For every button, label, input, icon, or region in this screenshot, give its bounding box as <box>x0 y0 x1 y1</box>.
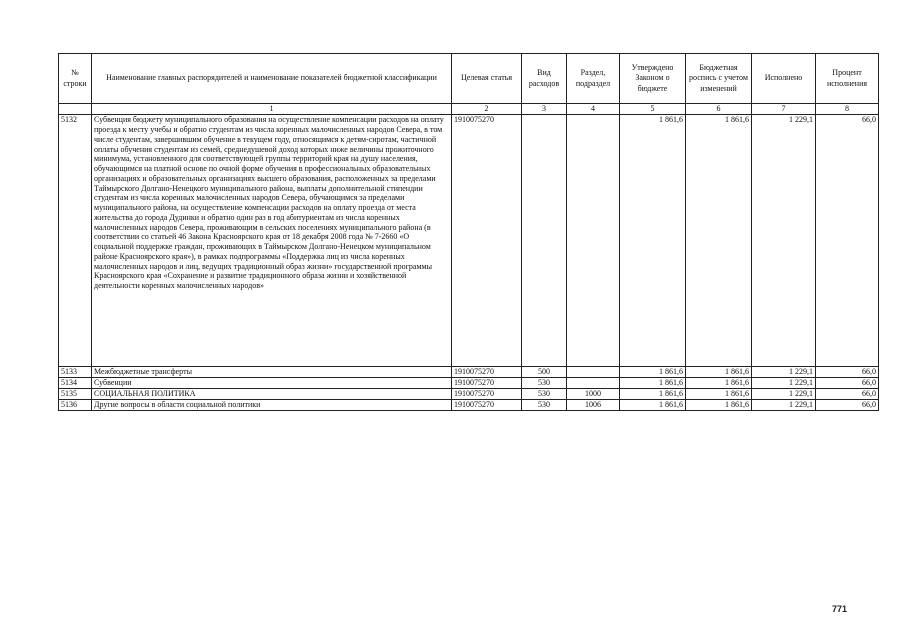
row-approved: 1 861,6 <box>620 378 686 389</box>
column-number <box>59 104 92 115</box>
row-schedule: 1 861,6 <box>686 389 752 400</box>
row-line-number: 5132 <box>59 115 92 367</box>
row-section: 1006 <box>567 400 620 411</box>
header-expense-type: Вид расходов <box>522 54 567 104</box>
row-target-article: 1910075270 <box>452 389 522 400</box>
budget-execution-table <box>58 53 879 411</box>
header-executed: Исполнено <box>752 54 816 104</box>
row-schedule: 1 861,6 <box>686 378 752 389</box>
column-number: 5 <box>620 104 686 115</box>
row-name: Субвенции <box>92 378 452 389</box>
row-section <box>567 367 620 378</box>
table-row <box>59 367 879 378</box>
row-expense-type: 530 <box>522 389 567 400</box>
row-name: Другие вопросы в области социальной политики <box>92 400 452 411</box>
row-line-number: 5136 <box>59 400 92 411</box>
row-line-number: 5134 <box>59 378 92 389</box>
column-number: 3 <box>522 104 567 115</box>
table-row <box>59 389 879 400</box>
row-section <box>567 378 620 389</box>
column-number: 4 <box>567 104 620 115</box>
row-line-number: 5133 <box>59 367 92 378</box>
row-approved: 1 861,6 <box>620 400 686 411</box>
row-approved: 1 861,6 <box>620 367 686 378</box>
row-executed: 1 229,1 <box>752 400 816 411</box>
header-section: Раздел, подраздел <box>567 54 620 104</box>
row-executed: 1 229,1 <box>752 367 816 378</box>
header-percent: Процент исполнения <box>816 54 879 104</box>
column-number: 1 <box>92 104 452 115</box>
row-expense-type: 530 <box>522 378 567 389</box>
row-target-article: 1910075270 <box>452 400 522 411</box>
row-executed: 1 229,1 <box>752 389 816 400</box>
header-name: Наименование главных распорядителей и наименование показателей бюджетной классификации <box>92 54 452 104</box>
row-executed: 1 229,1 <box>752 115 816 367</box>
row-schedule: 1 861,6 <box>686 115 752 367</box>
column-number: 7 <box>752 104 816 115</box>
column-number: 6 <box>686 104 752 115</box>
table-row <box>59 378 879 389</box>
row-target-article: 1910075270 <box>452 367 522 378</box>
row-expense-type <box>522 115 567 367</box>
column-number: 8 <box>816 104 879 115</box>
header-approved: Утверждено Законом о бюджете <box>620 54 686 104</box>
row-approved: 1 861,6 <box>620 389 686 400</box>
row-expense-type: 500 <box>522 367 567 378</box>
table-row <box>59 400 879 411</box>
row-expense-type: 530 <box>522 400 567 411</box>
row-name: Межбюджетные трансферты <box>92 367 452 378</box>
page-number: 771 <box>831 604 847 614</box>
row-percent: 66,0 <box>816 389 879 400</box>
row-line-number: 5135 <box>59 389 92 400</box>
row-section: 1000 <box>567 389 620 400</box>
row-schedule: 1 861,6 <box>686 367 752 378</box>
row-percent: 66,0 <box>816 400 879 411</box>
header-schedule: Бюджетная роспись с учетом изменений <box>686 54 752 104</box>
row-section <box>567 115 620 367</box>
row-name: СОЦИАЛЬНАЯ ПОЛИТИКА <box>92 389 452 400</box>
row-percent: 66,0 <box>816 115 879 367</box>
row-name: Субвенция бюджету муниципального образования на осуществление компенсации расходов на оплату проезда к месту учебы и обратно студентам из числа коренных малочисленных народов Севера, в том числе студентам, завершившим обучение в текущем году, относящимся к детям-сиротам, частичной оплаты обучения студентам из семей, среднедушевой доход которых ниже величины прожиточного минимума, установленного для соответствующей группы территорий края на душу населения, обучающимся на платной основе по очной форме обучения в профессиональных образовательных организациях и образовательных организациях высшего образования, расположенных за пределами Таймырского Долгано-Ненецкого муниципального района, выплаты дополнительной стипендии студентам из числа коренных малочисленных народов Севера, обучающимся за пределами муниципального района, на осуществление компенсации расходов на оплату проезда от места жительства до города Дудинки и обратно один раз в год абитуриентам из числа коренных малочисленных народов Севера, проживающим в сельских поселениях муниципального района (в соответствии со статьей 46 Закона Красноярского края от 18 декабря 2008 года № 7-2660 «О социальной поддержке граждан, проживающих в Таймырском Долгано-Ненецком муниципальном районе Красноярского края»), в рамках подпрограммы «Поддержка лиц из числа коренных малочисленных народов и лиц, ведущих традиционный образ жизни» государственной программы Красноярского края «Сохранение и развитие традиционного образа жизни и хозяйственной деятельности коренных малочисленных народов» <box>92 115 452 367</box>
column-number-row <box>59 104 879 115</box>
row-percent: 66,0 <box>816 367 879 378</box>
row-schedule: 1 861,6 <box>686 400 752 411</box>
header-target-article: Целевая статья <box>452 54 522 104</box>
row-approved: 1 861,6 <box>620 115 686 367</box>
row-target-article: 1910075270 <box>452 115 522 367</box>
row-percent: 66,0 <box>816 378 879 389</box>
table-row <box>59 115 879 367</box>
row-executed: 1 229,1 <box>752 378 816 389</box>
header-line-number: № строки <box>59 54 92 104</box>
row-target-article: 1910075270 <box>452 378 522 389</box>
column-number: 2 <box>452 104 522 115</box>
header-row <box>59 54 879 104</box>
